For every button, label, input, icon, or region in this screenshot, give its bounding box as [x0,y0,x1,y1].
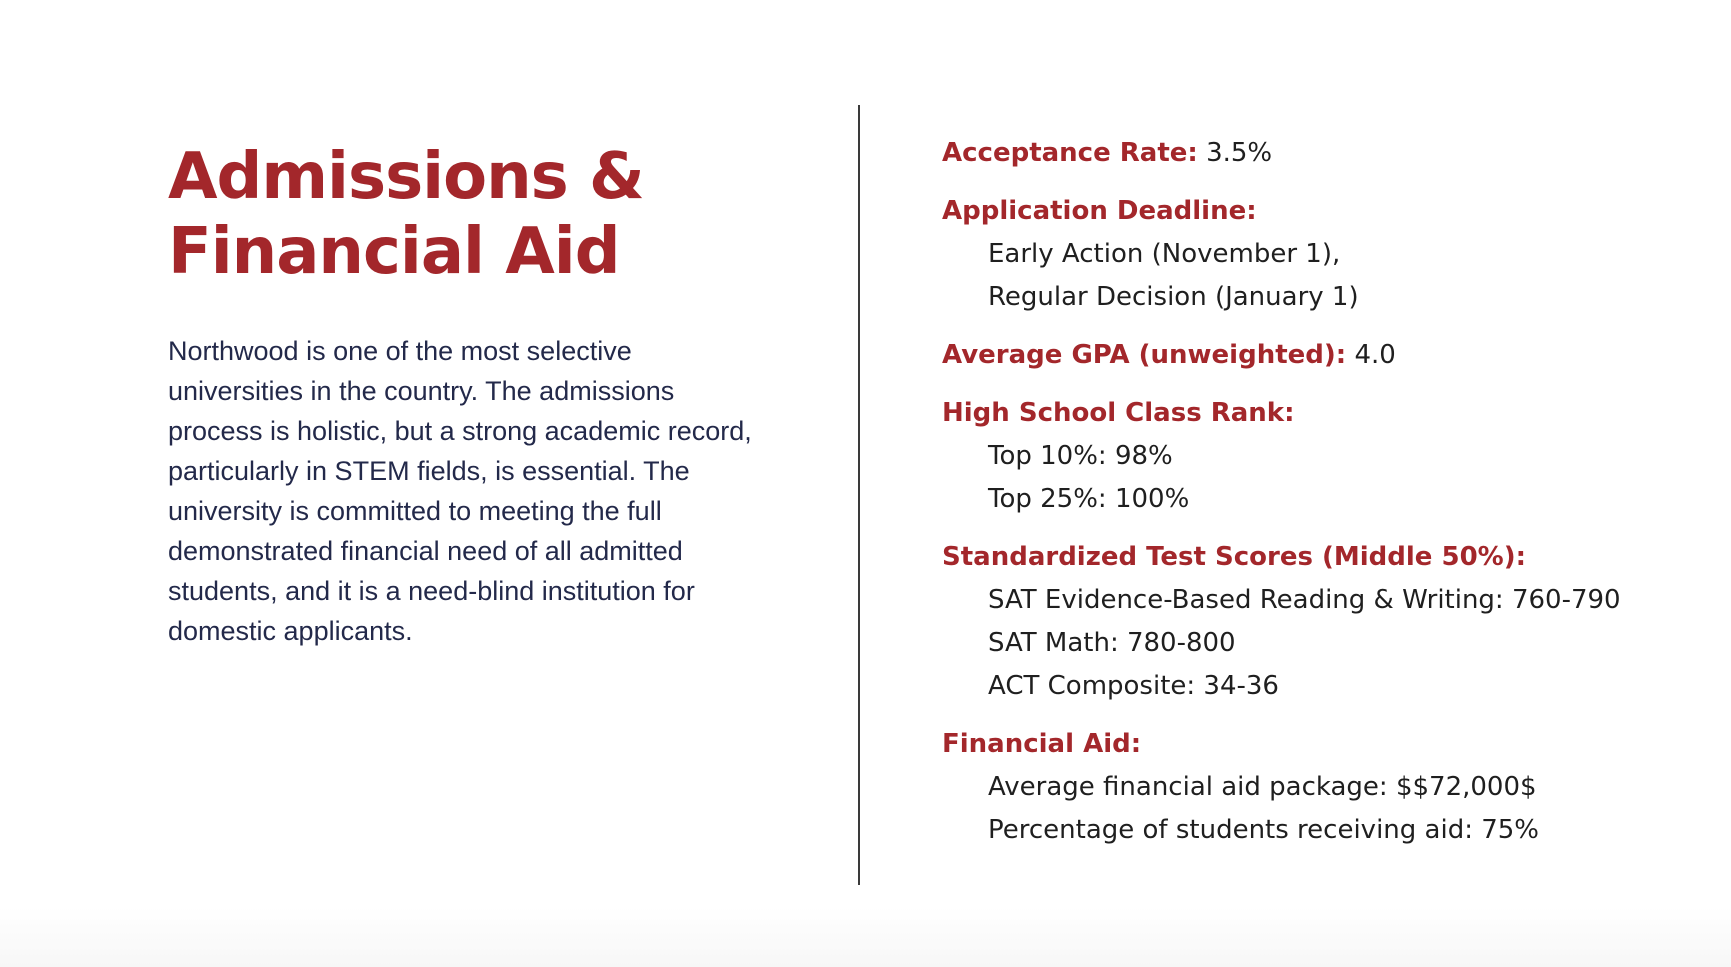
intro-paragraph: Northwood is one of the most selective universities in the country. The admissions process is holistic, but a strong academic record, particularly in STEM fields, is essential. The university is committed to meeting the full demonstrated financial need of all admitted students, and it is a need-blind institution for domestic applicants. [168,336,752,646]
fact-class-rank [942,392,1702,521]
fact-subitem: ACT Composite: 34-36 [988,671,1279,701]
fact-subitem: SAT Evidence-Based Reading & Writing: 760-790 [988,585,1621,615]
title-line-1: Admissions & [168,140,644,214]
facts-list [942,132,1702,867]
fact-subitem: Regular Decision (January 1) [988,282,1359,312]
fact-label: Application Deadline: [942,196,1257,226]
fact-value: 3.5% [1206,138,1273,168]
fact-subitem: Top 25%: 100% [988,484,1190,514]
fact-subitem: SAT Math: 780-800 [988,628,1236,658]
bottom-shade [0,907,1731,967]
fact-subitem: Early Action (November 1), [988,239,1341,269]
fact-value: 4.0 [1354,340,1396,370]
fact-label: Financial Aid: [942,729,1142,759]
fact-average-gpa [942,334,1702,377]
fact-financial-aid [942,723,1702,852]
fact-label: High School Class Rank: [942,398,1295,428]
fact-subitem: Top 10%: 98% [988,441,1173,471]
fact-label: Standardized Test Scores (Middle 50%): [942,542,1526,572]
fact-application-deadline [942,190,1702,319]
fact-test-scores [942,536,1702,708]
vertical-divider [858,105,860,885]
fact-label: Acceptance Rate: [942,138,1198,168]
fact-acceptance-rate [942,132,1702,175]
title-line-2: Financial Aid [168,215,620,289]
page-title [168,140,728,290]
fact-subitem: Average financial aid package: $$72,000$ [988,772,1537,802]
fact-label: Average GPA (unweighted): [942,340,1347,370]
fact-subitem: Percentage of students receiving aid: 75% [988,815,1540,845]
